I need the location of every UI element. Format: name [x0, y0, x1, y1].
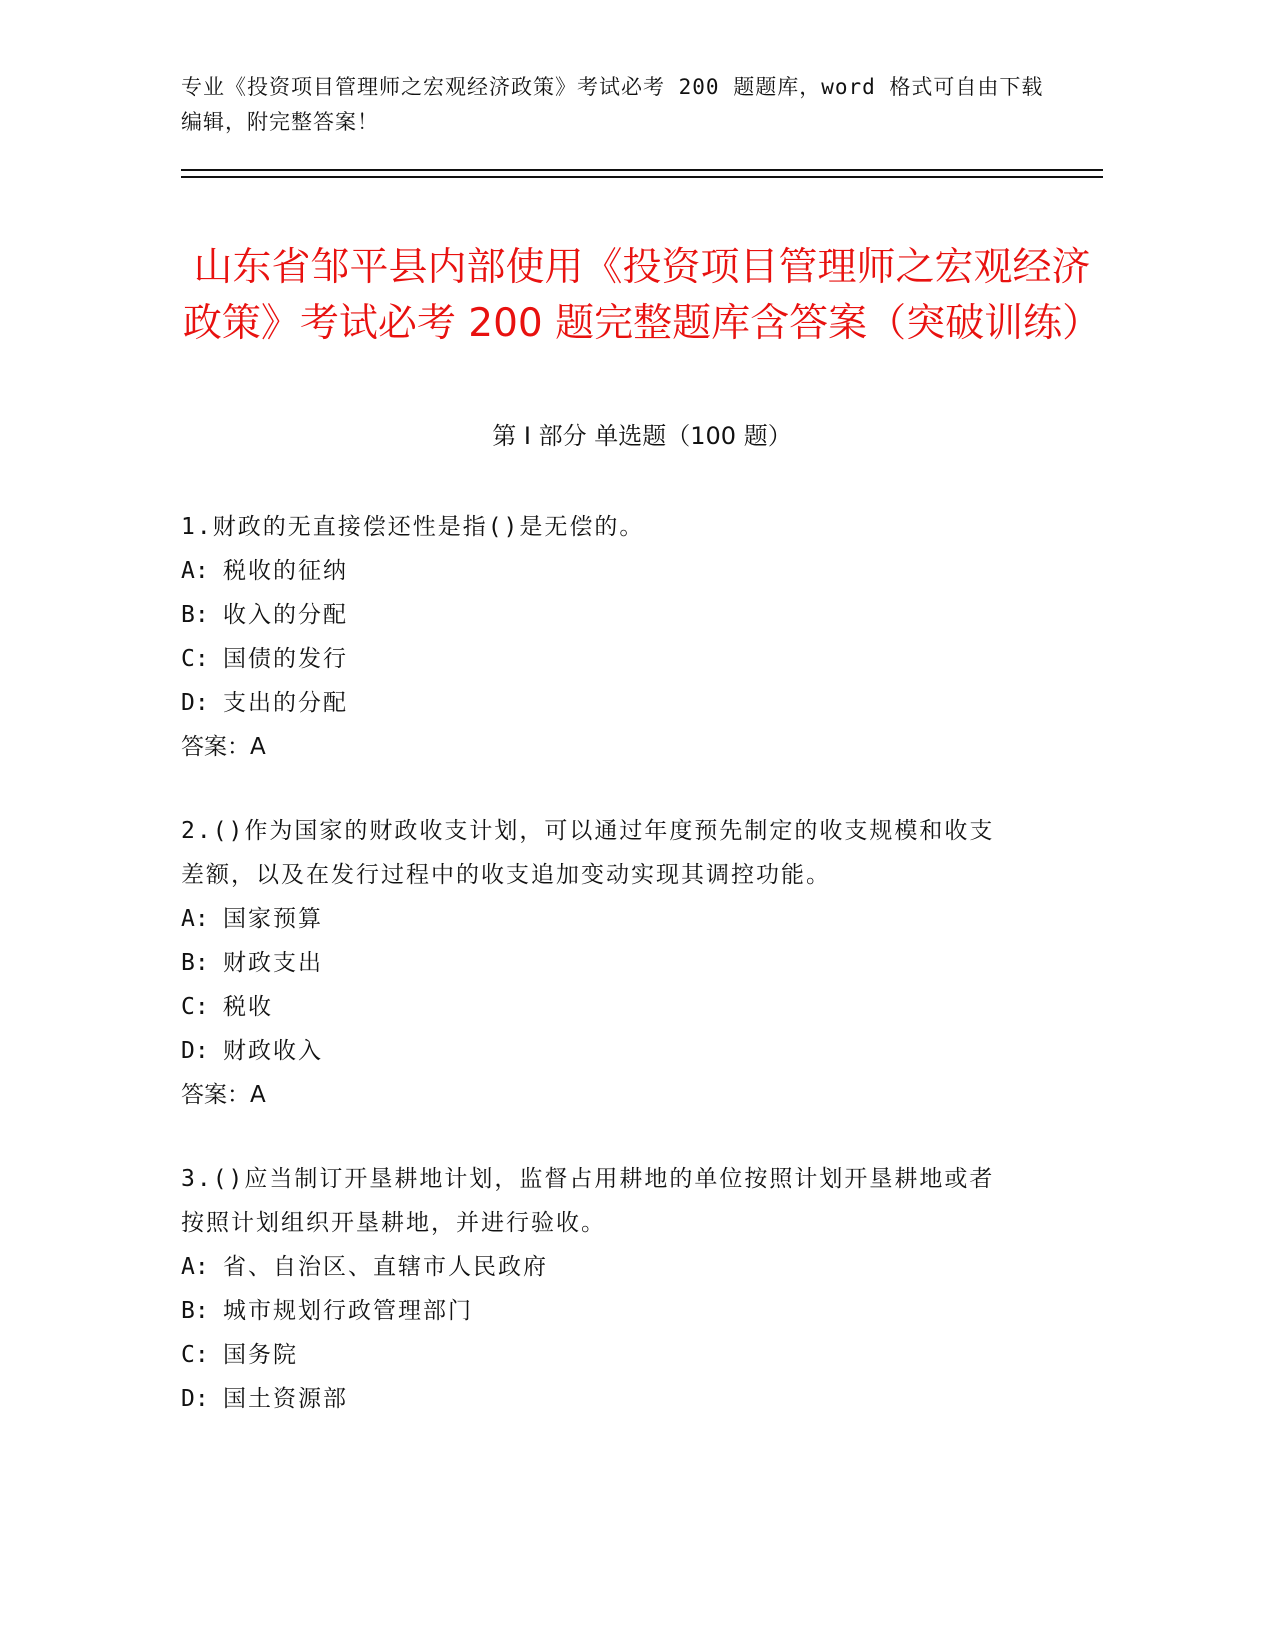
option-text: 国务院 [223, 1342, 298, 1368]
header-note: 专业《投资项目管理师之宏观经济政策》考试必考 200 题题库，word 格式可自由下载编辑，附完整答案！ [181, 75, 1044, 134]
option-text: 国土资源部 [223, 1386, 348, 1412]
option-text: 支出的分配 [223, 690, 348, 716]
option-d [181, 681, 1081, 725]
option-text: 税收的征纳 [223, 558, 348, 584]
option-label: D: [181, 1038, 209, 1064]
question-stem: 1.财政的无直接偿还性是指()是无偿的。 [181, 514, 645, 540]
answer-line: 答案：A [181, 1082, 266, 1108]
header-divider-secondary [181, 176, 1103, 178]
option-text: 财政收入 [223, 1038, 323, 1064]
option-text: 省、自治区、直辖市人民政府 [223, 1254, 548, 1280]
option-label: A: [181, 558, 209, 584]
option-text: 税收 [223, 994, 273, 1020]
option-label: C: [181, 646, 209, 672]
option-text: 财政支出 [223, 950, 323, 976]
option-label: B: [181, 602, 209, 628]
option-text: 国家预算 [223, 906, 323, 932]
option-c [181, 637, 1081, 681]
option-b [181, 1289, 1081, 1333]
answer-line: 答案：A [181, 734, 266, 760]
option-d [181, 1029, 1081, 1073]
question-item [181, 1157, 1081, 1421]
option-a [181, 897, 1081, 941]
option-label: A: [181, 1254, 209, 1280]
option-label: B: [181, 1298, 209, 1324]
option-text: 收入的分配 [223, 602, 348, 628]
option-c [181, 985, 1081, 1029]
option-b [181, 941, 1081, 985]
option-c [181, 1333, 1081, 1377]
option-label: D: [181, 1386, 209, 1412]
option-text: 国债的发行 [223, 646, 348, 672]
option-a [181, 1245, 1081, 1289]
document-title: 山东省邹平县内部使用《投资项目管理师之宏观经济政策》考试必考 200 题完整题库含答案（突破训练） [182, 245, 1102, 347]
question-stem: 3.()应当制订开垦耕地计划，监督占用耕地的单位按照计划开垦耕地或者按照计划组织开垦耕地，并进行验收。 [181, 1166, 995, 1236]
option-label: C: [181, 1342, 209, 1368]
question-item [181, 505, 1081, 769]
option-label: C: [181, 994, 209, 1020]
option-text: 城市规划行政管理部门 [223, 1298, 473, 1324]
option-label: B: [181, 950, 209, 976]
section-heading: 第 I 部分 单选题（100 题） [492, 422, 792, 450]
option-label: D: [181, 690, 209, 716]
header-divider [181, 169, 1103, 171]
option-b [181, 593, 1081, 637]
option-label: A: [181, 906, 209, 932]
question-stem: 2.()作为国家的财政收支计划，可以通过年度预先制定的收支规模和收支差额，以及在发行过程中的收支追加变动实现其调控功能。 [181, 818, 995, 888]
question-item [181, 809, 1081, 1117]
question-list [181, 505, 1081, 1461]
option-a [181, 549, 1081, 593]
option-d [181, 1377, 1081, 1421]
